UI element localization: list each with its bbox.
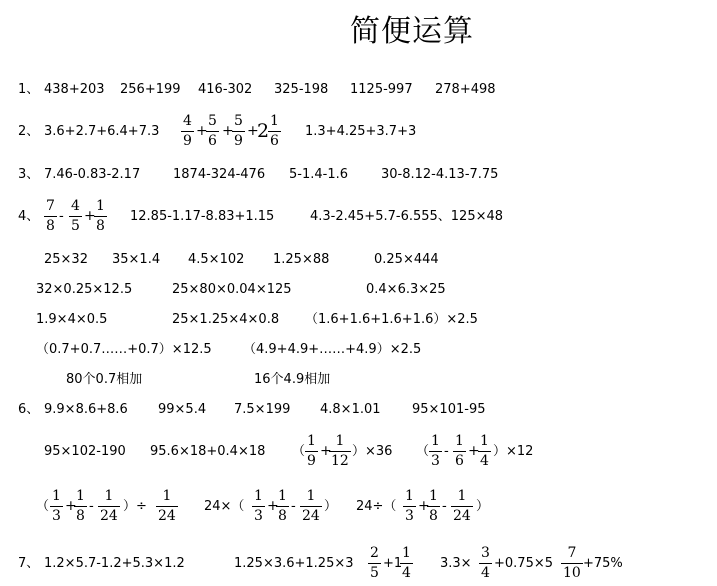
expr-2-1: 3.6+2.7+6.4+7.3 [44, 124, 160, 139]
fraction-bar [478, 451, 491, 452]
expr-5-3: 4.5×102 [188, 252, 245, 267]
fraction [50, 488, 63, 524]
denominator: 24 [302, 508, 320, 524]
fraction-bar [44, 216, 57, 217]
denominator: 4 [480, 453, 489, 469]
denominator: 6 [270, 133, 279, 149]
fraction-bar [479, 563, 492, 564]
denominator: 10 [563, 565, 581, 581]
fraction-bar [329, 451, 351, 452]
expr-6-1: 32×0.25×12.5 [36, 282, 133, 297]
numerator: 5 [208, 113, 217, 129]
fraction-bar [252, 506, 265, 507]
operator: - [291, 498, 296, 514]
fraction [429, 433, 442, 469]
fraction-bar [429, 451, 442, 452]
fraction [98, 488, 120, 524]
numerator: 1 [162, 488, 172, 504]
paren-open: （ [292, 444, 306, 459]
expr-5-2: 35×1.4 [112, 252, 161, 267]
denominator: 9 [183, 133, 192, 149]
denominator: 24 [158, 508, 176, 524]
numerator: 1 [270, 113, 279, 129]
numerator: 1 [457, 488, 467, 504]
expr-7-3: （1.6+1.6+1.6+1.6）×2.5 [305, 312, 478, 327]
numerator: 1 [104, 488, 114, 504]
fraction [94, 198, 107, 234]
operator: - [442, 498, 447, 514]
fraction [74, 488, 87, 524]
numerator: 1 [480, 433, 489, 449]
fraction [44, 198, 57, 234]
expr-prefix: 24×（ [204, 499, 245, 514]
fraction [453, 433, 466, 469]
numerator: 1 [76, 488, 85, 504]
denominator: 5 [71, 218, 80, 234]
expr-prefix: 1.25×3.6+1.25×3 [234, 556, 354, 571]
operator: + [65, 498, 77, 514]
fraction-bar [400, 563, 413, 564]
expr-13-1: 1.2×5.7-1.2+5.3×1.2 [44, 556, 185, 571]
fraction-bar [300, 506, 322, 507]
problem-number-3: 3、 [18, 167, 40, 182]
expr-1-2: 256+199 [120, 82, 181, 97]
numerator: 1 [96, 198, 105, 214]
expr-mid: +1 [383, 556, 403, 571]
denominator: 8 [46, 218, 55, 234]
denominator: 8 [429, 508, 438, 524]
numerator: 1 [52, 488, 61, 504]
numerator: 4 [71, 198, 80, 214]
expr-1-6: 278+498 [435, 82, 496, 97]
expr-10-2: 99×5.4 [158, 402, 207, 417]
fraction-bar [206, 131, 219, 132]
fraction-bar [156, 506, 178, 507]
expr-1-5: 1125-997 [350, 82, 413, 97]
denominator: 9 [234, 133, 243, 149]
expr-10-3: 7.5×199 [234, 402, 291, 417]
fraction [561, 545, 583, 581]
fraction [181, 113, 194, 149]
expr-4-3: 4.3-2.45+5.7-6.555、125×48 [310, 209, 504, 224]
fraction [478, 433, 491, 469]
denominator: 8 [76, 508, 85, 524]
expr-3-1: 7.46-0.83-2.17 [44, 167, 141, 182]
expr-8-1: （0.7+0.7……+0.7）×12.5 [36, 342, 212, 357]
fraction [368, 545, 381, 581]
fraction-bar [181, 131, 194, 132]
numerator: 1 [431, 433, 440, 449]
numerator: 7 [46, 198, 55, 214]
numerator: 4 [183, 113, 192, 129]
problem-number-6: 6、 [18, 402, 40, 417]
numerator: 1 [278, 488, 287, 504]
problem-number-4: 4、 [18, 209, 40, 224]
expr-11-1: 95×102-190 [44, 444, 126, 459]
paren-open: （ [36, 499, 50, 514]
fraction-bar [74, 506, 87, 507]
operator: + [418, 498, 430, 514]
expr-7-1: 1.9×4×0.5 [36, 312, 108, 327]
numerator: 3 [481, 545, 490, 561]
fraction [268, 113, 281, 149]
fraction [329, 433, 351, 469]
numerator: 2 [370, 545, 379, 561]
fraction [276, 488, 289, 524]
numerator: 1 [429, 488, 438, 504]
expr-prefix: 3.3× [440, 556, 472, 571]
fraction [427, 488, 440, 524]
fraction-bar [50, 506, 63, 507]
page-title: 简便运算 [350, 14, 474, 49]
fraction-bar [98, 506, 120, 507]
fraction [400, 545, 413, 581]
fraction-bar [451, 506, 473, 507]
denominator: 8 [96, 218, 105, 234]
expr-3-4: 30-8.12-4.13-7.75 [381, 167, 499, 182]
operator: + [222, 123, 234, 139]
expr-6-2: 25×80×0.04×125 [172, 282, 292, 297]
paren-close: ）×36 [352, 444, 393, 459]
denominator: 6 [455, 453, 464, 469]
fraction [156, 488, 178, 524]
fraction-bar [403, 506, 416, 507]
expr-suffix: +75% [583, 556, 623, 571]
numerator: 1 [402, 545, 411, 561]
fraction [305, 433, 318, 469]
expr-4-2: 12.85-1.17-8.83+1.15 [130, 209, 275, 224]
paren-close-divide: ）÷ [123, 499, 147, 514]
fraction-bar [561, 563, 583, 564]
numerator: 1 [307, 433, 316, 449]
operator: + [320, 443, 332, 459]
fraction-bar [427, 506, 440, 507]
expr-6-3: 0.4×6.3×25 [366, 282, 446, 297]
expr-5-5: 0.25×444 [374, 252, 439, 267]
denominator: 8 [278, 508, 287, 524]
note-9-1: 80个0.7相加 [66, 372, 143, 387]
denominator: 5 [370, 565, 379, 581]
denominator: 9 [307, 453, 316, 469]
fraction [252, 488, 265, 524]
fraction-bar [268, 131, 281, 132]
expr-1-3: 416-302 [198, 82, 253, 97]
fraction [451, 488, 473, 524]
denominator: 24 [453, 508, 471, 524]
numerator: 1 [254, 488, 263, 504]
paren-open: （ [416, 444, 430, 459]
expr-5-1: 25×32 [44, 252, 88, 267]
expr-mid: +0.75×5 [494, 556, 554, 571]
operator: + [267, 498, 279, 514]
fraction [300, 488, 322, 524]
expr-1-4: 325-198 [274, 82, 329, 97]
expr-10-1: 9.9×8.6+8.6 [44, 402, 128, 417]
fraction [206, 113, 219, 149]
problem-number-2: 2、 [18, 124, 40, 139]
numerator: 1 [306, 488, 316, 504]
operator: + [468, 443, 480, 459]
expr-10-4: 4.8×1.01 [320, 402, 381, 417]
operator: - [59, 208, 64, 224]
paren-close: ）×12 [493, 444, 534, 459]
fraction [403, 488, 416, 524]
fraction-bar [305, 451, 318, 452]
denominator: 4 [481, 565, 490, 581]
problem-number-7: 7、 [18, 556, 40, 571]
expr-3-3: 5-1.4-1.6 [289, 167, 349, 182]
denominator: 6 [208, 133, 217, 149]
operator: - [89, 498, 94, 514]
numerator: 1 [335, 433, 345, 449]
expr-3-2: 1874-324-476 [173, 167, 266, 182]
note-9-2: 16个4.9相加 [254, 372, 331, 387]
expr-11-2: 95.6×18+0.4×18 [150, 444, 266, 459]
problem-number-1: 1、 [18, 82, 40, 97]
paren-close: ） [476, 499, 490, 514]
operator: + [196, 123, 208, 139]
fraction-bar [276, 506, 289, 507]
fraction [232, 113, 245, 149]
denominator: 24 [100, 508, 118, 524]
denominator: 3 [431, 453, 440, 469]
numerator: 1 [455, 433, 464, 449]
operator: - [444, 443, 449, 459]
expr-8-2: （4.9+4.9+……+4.9）×2.5 [243, 342, 422, 357]
fraction-bar [94, 216, 107, 217]
mixed-whole: 2 [257, 120, 270, 142]
operator: + [247, 123, 259, 139]
fraction [479, 545, 492, 581]
operator: + [84, 208, 96, 224]
expr-7-2: 25×1.25×4×0.8 [172, 312, 280, 327]
numerator: 7 [567, 545, 577, 561]
denominator: 3 [52, 508, 61, 524]
fraction [69, 198, 82, 234]
fraction-bar [69, 216, 82, 217]
fraction-bar [368, 563, 381, 564]
expr-1-1: 438+203 [44, 82, 105, 97]
fraction-bar [453, 451, 466, 452]
paren-close: ） [324, 499, 338, 514]
numerator: 5 [234, 113, 243, 129]
expr-5-4: 1.25×88 [273, 252, 330, 267]
denominator: 3 [405, 508, 414, 524]
denominator: 12 [331, 453, 349, 469]
expr-10-5: 95×101-95 [412, 402, 486, 417]
expr-2-3: 1.3+4.25+3.7+3 [305, 124, 417, 139]
expr-prefix: 24÷（ [356, 499, 397, 514]
denominator: 3 [254, 508, 263, 524]
numerator: 1 [405, 488, 414, 504]
denominator: 4 [402, 565, 411, 581]
fraction-bar [232, 131, 245, 132]
